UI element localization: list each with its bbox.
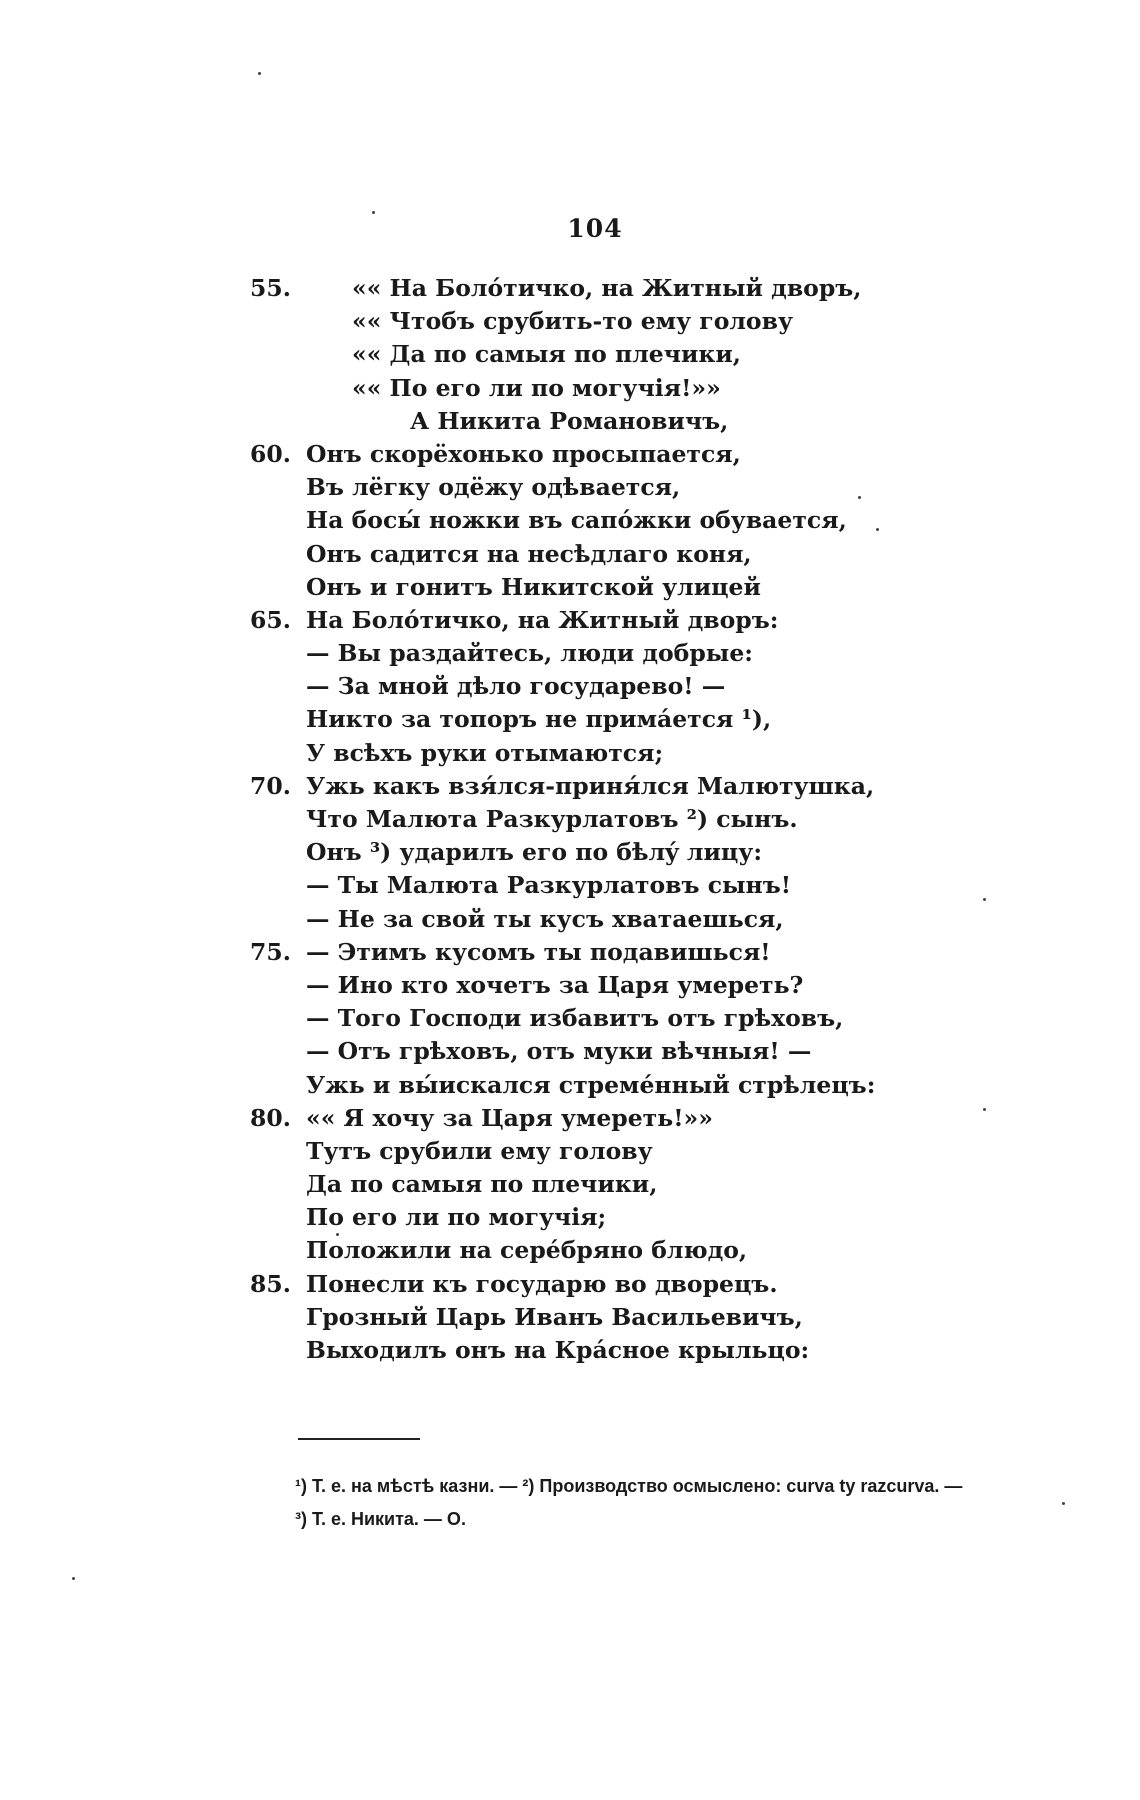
verse-text: — За мной дѣло государево! — (306, 672, 726, 701)
footnotes (295, 1470, 1055, 1536)
verse-line (300, 903, 1020, 936)
verse-text: Онъ скорёхонько просыпается, (306, 439, 741, 468)
verse-line (300, 471, 1020, 504)
verse-line (300, 670, 1020, 703)
verse-number: 65. (250, 605, 291, 634)
verse-line (250, 604, 1020, 637)
verse-line (250, 936, 1020, 969)
verse-text: — Отъ грѣховъ, отъ муки вѣчныя! — (306, 1037, 812, 1066)
verse-line (300, 504, 1020, 537)
scan-speck (983, 898, 986, 901)
verse-text: — Вы раздайтесь, люди добрые: (306, 639, 753, 668)
verse-number: 75. (250, 937, 291, 966)
verse-text: А Никита Романовичъ, (410, 406, 729, 435)
verse-line (300, 305, 1020, 338)
verse-text: Онъ ³) ударилъ его по бѣлý лицу: (306, 838, 762, 867)
verse-line (300, 637, 1020, 670)
verse-line (300, 1002, 1020, 1035)
verse-text: Грозный Царь Иванъ Васильевичъ, (306, 1302, 803, 1331)
verse-line (300, 1334, 1020, 1367)
verse-line (300, 1201, 1020, 1234)
verse-line (300, 372, 1020, 405)
verse-text: Положили на серéбряно блюдо, (306, 1236, 748, 1265)
verse-text: Ужь какъ взя́лся-приня́лся Малютушка, (306, 771, 875, 800)
verse-line (300, 571, 1020, 604)
verse-number: 85. (250, 1269, 291, 1298)
verse-text: Никто за топоръ не примáется ¹), (306, 705, 772, 734)
verse-text: «« Я хочу за Царя умереть!»» (306, 1103, 713, 1132)
scan-speck (1062, 1502, 1065, 1505)
verse-number: 55. (250, 274, 291, 302)
verse-text: — Ино кто хочетъ за Царя умереть? (306, 970, 804, 999)
footnote-divider (298, 1438, 420, 1440)
verse-line (250, 1268, 1020, 1301)
verse-number: 70. (250, 771, 291, 800)
verse-text: Что Малюта Разкурлатовъ ²) сынъ. (306, 805, 798, 833)
verse-text: У всѣхъ руки отымаются; (306, 738, 664, 767)
verse-text: Въ лёгку одёжу одѣвается, (306, 473, 681, 502)
verse-line (250, 1102, 1020, 1135)
verse-text: Тутъ срубили ему голову (306, 1136, 653, 1165)
verse-text: — Того Господи избавитъ отъ грѣховъ, (306, 1004, 844, 1033)
verse-text: По его ли по могучія; (306, 1203, 607, 1232)
verse-text: — Этимъ кусомъ ты подавишься! (306, 937, 771, 966)
verse-line (300, 1135, 1020, 1168)
scan-speck (983, 1108, 986, 1111)
verse-line (300, 1168, 1020, 1201)
scan-speck (876, 528, 879, 531)
verse-text: «« Чтобъ срубить-то ему голову (352, 307, 793, 336)
verse-text: Понесли къ государю во дворецъ. (306, 1269, 778, 1298)
verse-line (250, 272, 1020, 305)
verse-line (300, 969, 1020, 1002)
verse-line (300, 737, 1020, 770)
verse-line (300, 803, 1020, 836)
verse-line (300, 538, 1020, 571)
verse-text: Да по самыя по плечики, (306, 1170, 658, 1199)
footnote-line: ¹) Т. е. на мѣстѣ казни. — ²) Производство осмыслено: curva ty razcurva. — (295, 1476, 963, 1496)
verse-line (300, 338, 1020, 371)
verse-line (300, 1301, 1020, 1334)
verse-line (300, 703, 1020, 736)
verse-line (300, 1234, 1020, 1267)
verse-text: — Не за свой ты кусъ хватаешься, (306, 904, 784, 933)
verse-text: «« Да по самыя по плечики, (352, 340, 741, 369)
verse-text: Онъ и гонитъ Никитской улицей (306, 572, 761, 601)
verse-line (300, 1035, 1020, 1068)
poem-verses (250, 272, 1020, 1367)
footnote-line: ³) Т. е. Никита. — О. (295, 1509, 466, 1529)
verse-text: Выходилъ онъ на Крáсное крыльцо: (306, 1336, 810, 1364)
verse-line (300, 1069, 1020, 1102)
verse-text: Ужь и вы́искался стремéнный стрѣлецъ: (306, 1070, 876, 1099)
verse-line (300, 405, 1020, 438)
verse-text: «« На Болóтичко, на Житный дворъ, (352, 274, 862, 302)
scan-speck (336, 1233, 339, 1236)
verse-line (250, 770, 1020, 803)
verse-text: Онъ садится на несѣдлаго коня, (306, 539, 752, 568)
scan-speck (258, 72, 261, 75)
verse-line (300, 836, 1020, 869)
scan-speck (372, 211, 375, 214)
scan-speck (858, 496, 861, 499)
verse-text: — Ты Малюта Разкурлатовъ сынъ! (306, 871, 792, 900)
verse-text: На Болóтичко, на Житный дворъ: (306, 605, 779, 634)
verse-text: На босы́ ножки въ сапóжки обувается, (306, 506, 847, 535)
verse-line (250, 438, 1020, 471)
scan-speck (72, 1577, 75, 1580)
verse-line (300, 869, 1020, 902)
verse-text: «« По его ли по могучія!»» (352, 373, 721, 402)
verse-number: 80. (250, 1103, 291, 1132)
verse-number: 60. (250, 439, 291, 468)
page-number: 104 (567, 214, 623, 243)
